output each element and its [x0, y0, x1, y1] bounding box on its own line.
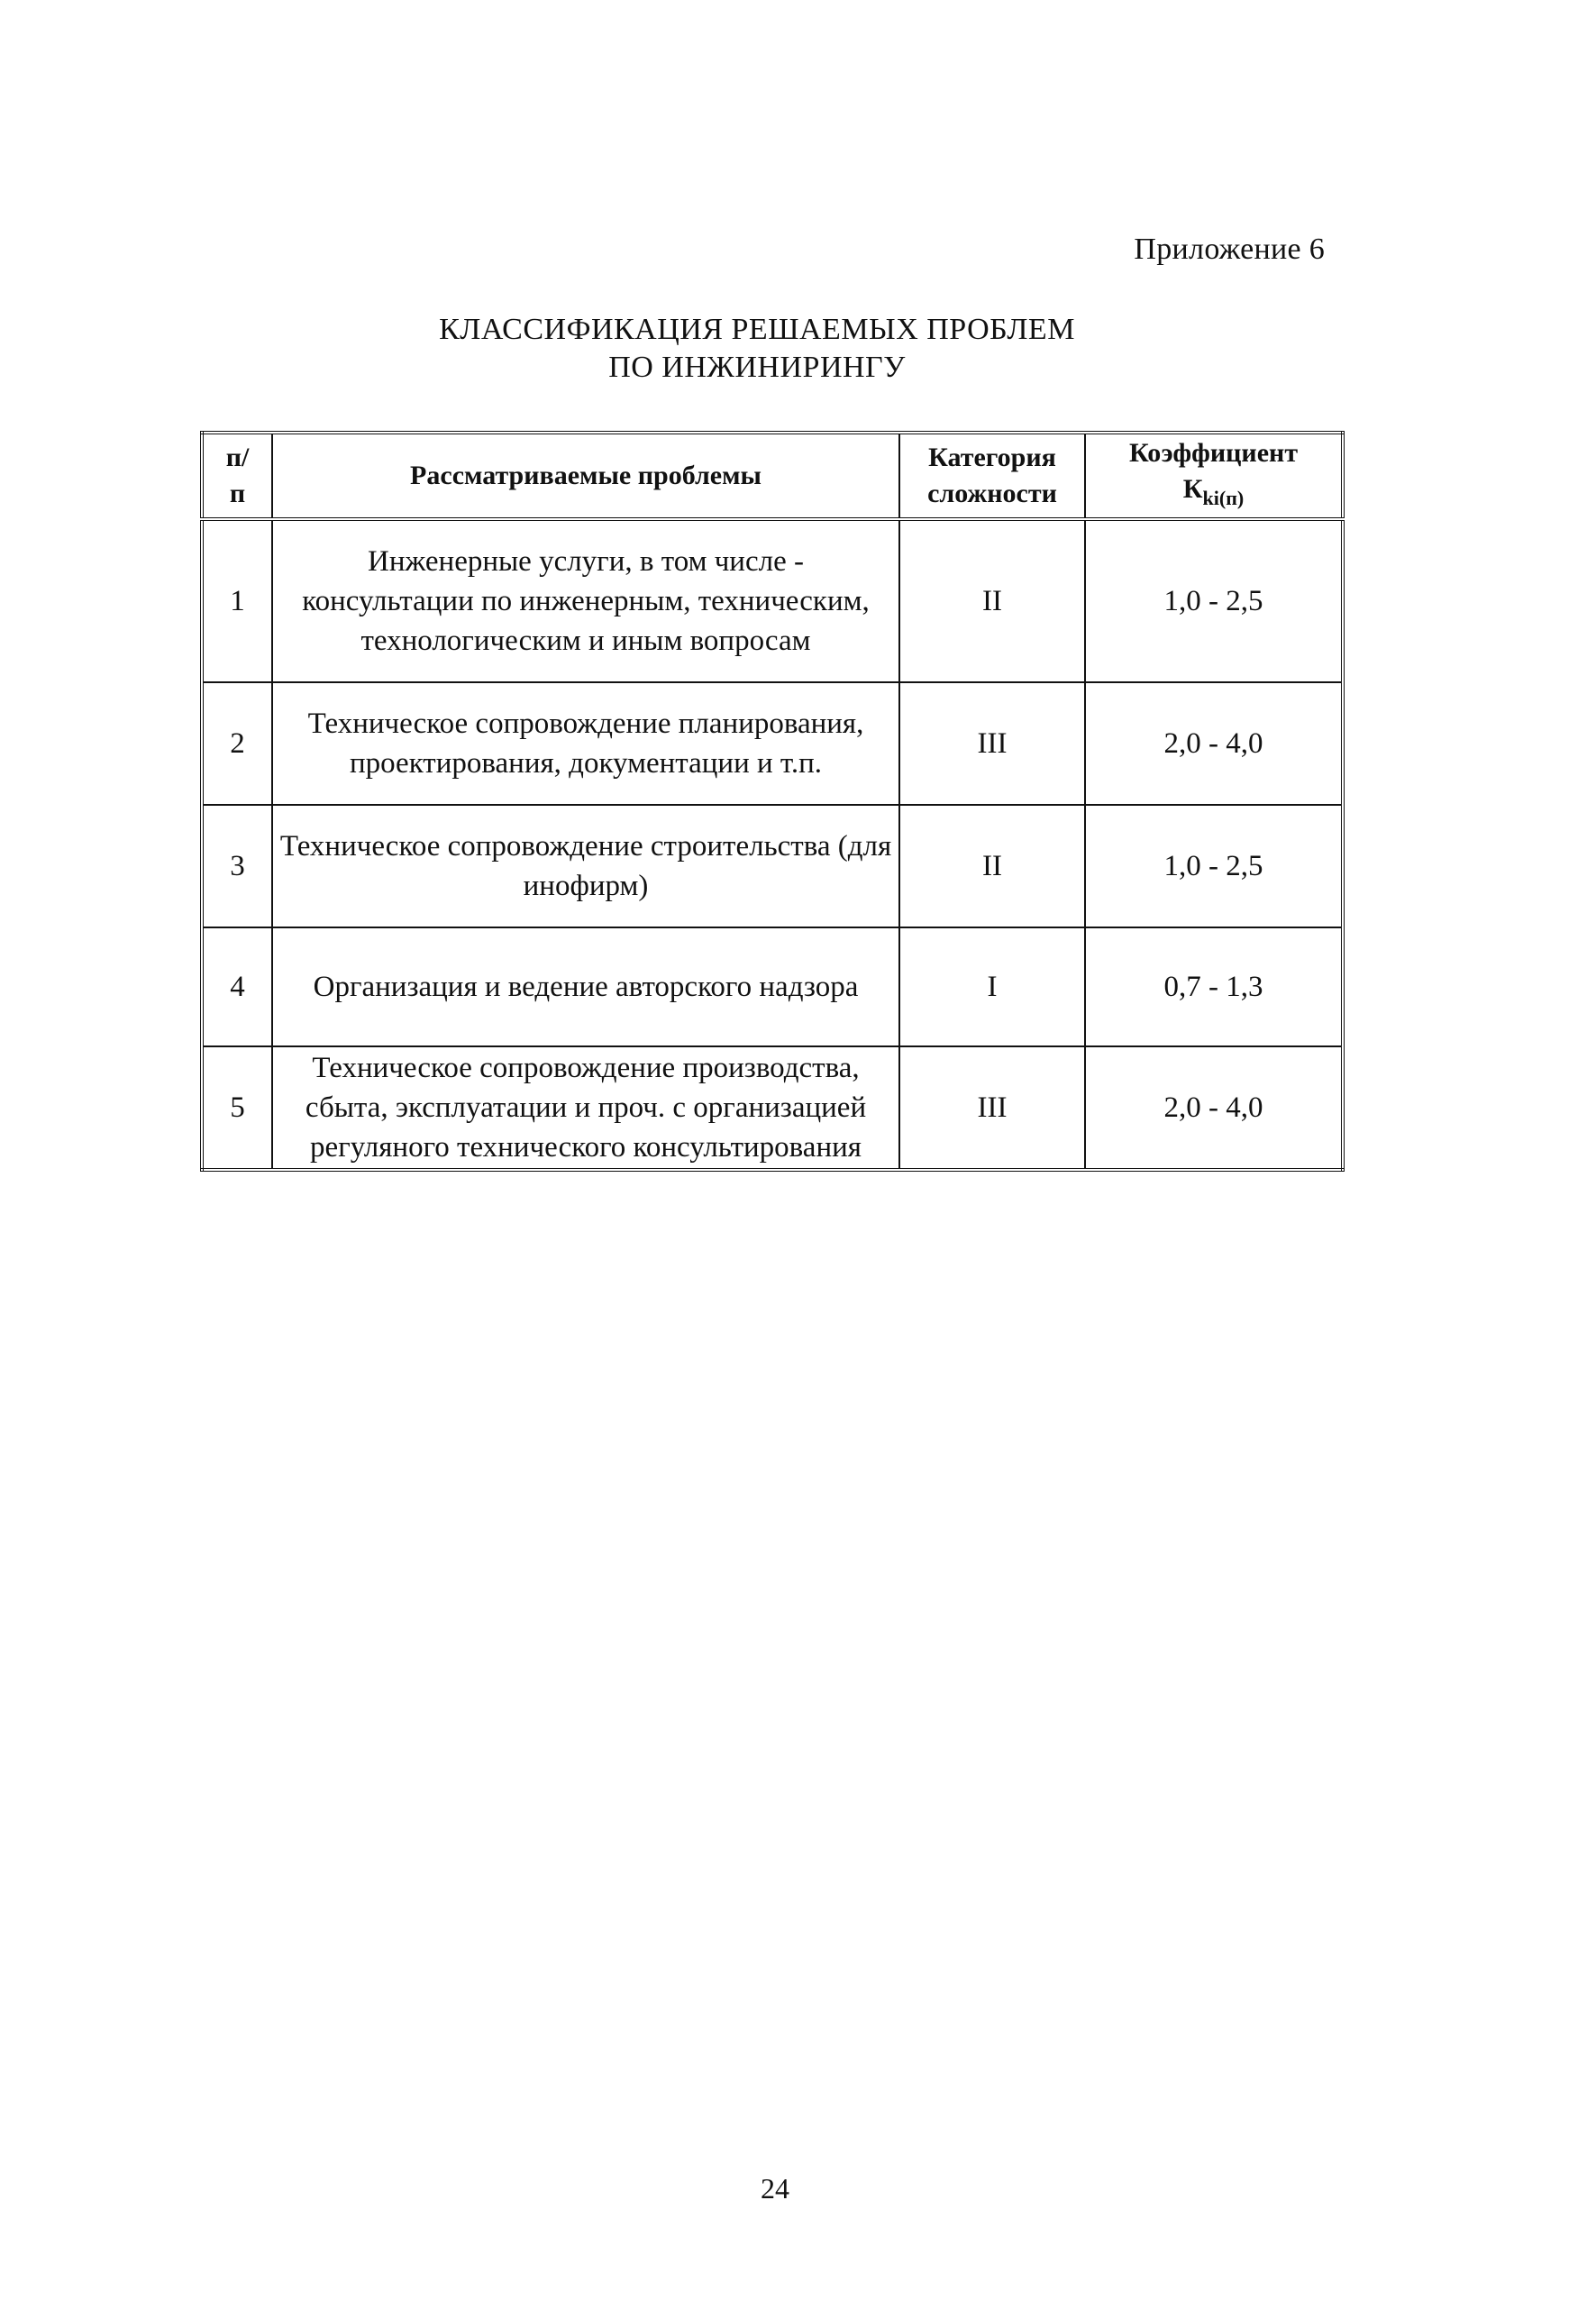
- table-header-row: [202, 433, 1343, 519]
- row-coefficient: 2,0 - 4,0: [1085, 682, 1343, 805]
- row-number: 4: [202, 927, 272, 1046]
- row-coefficient: 0,7 - 1,3: [1085, 927, 1343, 1046]
- row-number: 3: [202, 805, 272, 927]
- row-problem: [272, 682, 899, 805]
- header-number-line-2: п: [229, 479, 246, 508]
- row-problem: [272, 927, 899, 1046]
- row-problem-text: Инженерные услуги, в том числе - консультации по инженерным, техническим, технологическим и иным вопросам: [302, 545, 870, 657]
- row-problem: [272, 1046, 899, 1170]
- row-coefficient: 1,0 - 2,5: [1085, 805, 1343, 927]
- coefficient-subscript: ki(п): [1202, 487, 1245, 509]
- row-category: III: [899, 682, 1085, 805]
- header-coefficient: [1085, 433, 1343, 519]
- row-coefficient: 2,0 - 4,0: [1085, 1046, 1343, 1170]
- header-category-line-1: Категория: [928, 443, 1056, 472]
- row-category: II: [899, 519, 1085, 682]
- row-coefficient: 1,0 - 2,5: [1085, 519, 1343, 682]
- header-category: [899, 433, 1085, 519]
- row-problem-text: Техническое сопровождение планирования, проектирования, документации и т.п.: [307, 708, 864, 780]
- table-row: [202, 805, 1343, 927]
- header-category-line-2: сложности: [927, 479, 1057, 508]
- appendix-label: Приложение 6: [1134, 233, 1325, 266]
- table-row: [202, 1046, 1343, 1170]
- row-problem-text: Техническое сопровождение строительства (для инофирм): [279, 830, 892, 902]
- document-title-line-1: КЛАССИФИКАЦИЯ РЕШАЕМЫХ ПРОБЛЕМ: [439, 313, 1075, 346]
- row-category: III: [899, 1046, 1085, 1170]
- header-coefficient-symbol: [1091, 471, 1336, 516]
- page-number: 24: [761, 2172, 789, 2205]
- table-row: [202, 927, 1343, 1046]
- row-problem-text: Организация и ведение авторского надзора: [313, 971, 859, 1003]
- row-number: 1: [202, 519, 272, 682]
- header-number: [202, 433, 272, 519]
- row-problem: [272, 805, 899, 927]
- header-problems: Рассматриваемые проблемы: [272, 433, 899, 519]
- header-coefficient-line-1: Коэффициент: [1128, 438, 1299, 468]
- row-category: I: [899, 927, 1085, 1046]
- coefficient-letter: К: [1182, 474, 1203, 504]
- row-problem-text: Техническое сопровождение производства, сбыта, эксплуатации и проч. с организацией регуляного технического консультирования: [305, 1052, 867, 1164]
- table-row: [202, 682, 1343, 805]
- document-title-line-2: ПО ИНЖИНИРИНГУ: [608, 351, 906, 384]
- header-number-line-1: п/: [225, 443, 250, 472]
- row-number: 5: [202, 1046, 272, 1170]
- table-row: [202, 519, 1343, 682]
- document-title: [306, 311, 1208, 387]
- row-number: 2: [202, 682, 272, 805]
- row-problem: [272, 519, 899, 682]
- problems-classification-table: [200, 431, 1345, 1172]
- row-category: II: [899, 805, 1085, 927]
